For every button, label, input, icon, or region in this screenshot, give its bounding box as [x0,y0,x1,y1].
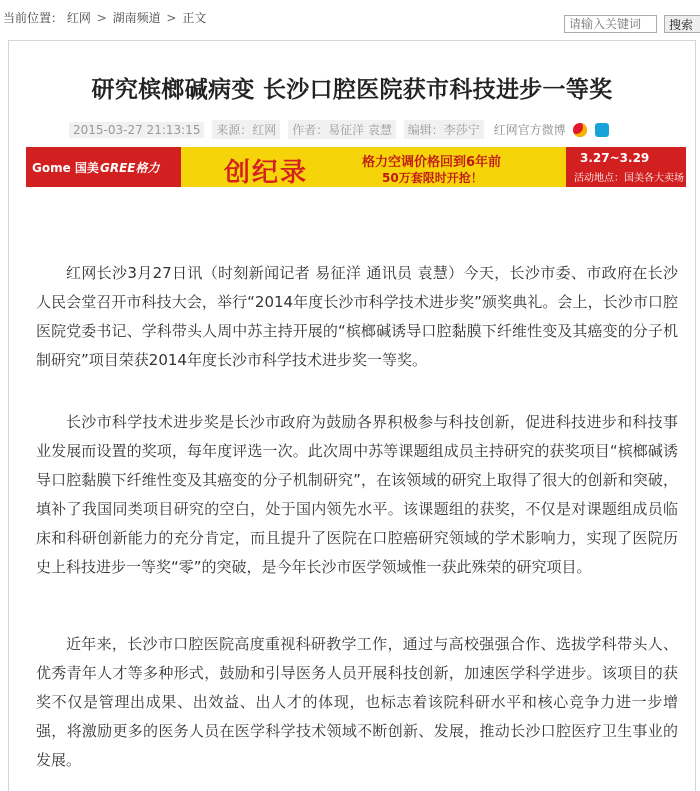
ad-banner[interactable] [26,147,686,187]
article-paragraph: 近年来，长沙市口腔医院高度重视科研教学工作，通过与高校强强合作、选拔学科带头人、优秀青年人才等多种形式，鼓励和引导医务人员开展科技创新，加速医学科学进步。该项目的获奖不仅是管理出成果、出效益、出人才的体现，也标志着该院科研水平和核心竞争力进一步增强，将激励更多的医务人员在医学科学技术领域不断创新、发展，推动长沙口腔医疗卫生事业的发展。 [36,635,678,769]
banner-date-range: 3.27~3.29 [580,151,650,165]
breadcrumb-separator: > [166,11,177,25]
tencent-weibo-icon[interactable] [595,123,609,137]
banner-brand-area [26,147,181,187]
gome-logo: Gome 国美 [32,161,99,175]
article-paragraph: 红网长沙3月27日讯（时刻新闻记者 易征洋 通讯员 袁慧）今天，长沙市委、市政府在长沙人民会堂召开市科技大会，举行“2014年度长沙市科学技术进步奖”颁奖典礼。会上，长沙市口腔医院党委书记、学科带头人周中苏主持开展的“槟榔碱诱导口腔黏膜下纤维性变及其癌变的分子机制研究”项目荣获2014年度长沙市科学技术进步奖一等奖。 [36,264,678,369]
top-bar [0,0,700,30]
banner-location: 活动地点：国美各大卖场 [574,173,684,184]
weibo-link[interactable]: 红网官方微博 [493,123,566,137]
banner-headline: 创纪录 [224,158,309,187]
weibo-icon[interactable] [573,123,587,137]
breadcrumb-item-hongwang[interactable]: 红网 [66,11,91,25]
breadcrumb-item-current: 正文 [182,11,207,25]
banner-date-area [566,147,686,187]
breadcrumb-label: 当前位置： [3,11,64,25]
article-source: 来源：红网 [212,120,280,139]
publish-datetime: 2015-03-27 21:13:15 [69,122,204,138]
banner-promo-line2: 50万套限时开抢！ [382,171,483,185]
search-button[interactable]: 搜索 [664,15,700,33]
banner-promo-line1: 格力空调价格回到6年前 [362,155,502,170]
search-input[interactable] [564,15,657,33]
article-container [8,40,696,791]
page-title: 研究槟榔碱病变 长沙口腔医院获市科技进步一等奖 [91,77,613,103]
breadcrumb-separator: > [96,11,107,25]
breadcrumb [3,9,206,26]
article-author: 作者：易征洋 袁慧 [288,120,396,139]
article-meta [69,120,609,139]
breadcrumb-item-hunan[interactable]: 湖南频道 [112,11,161,25]
article-editor: 编辑：李莎宁 [404,120,484,139]
article-paragraph: 长沙市科学技术进步奖是长沙市政府为鼓励各界积极参与科技创新，促进科技进步和科技事业发展而设置的奖项，每年度评选一次。此次周中苏等课题组成员主持研究的获奖项目“槟榔碱诱导口腔黏膜下纤维性变及其癌变的分子机制研究”，在该领域的研究上取得了很大的创新和突破，填补了我国同类项目研究的空白，处于国内领先水平。该课题组的获奖，不仅是对课题组成员临床和科研创新能力的充分肯定，而且提升了医院在口腔癌研究领域的学术影响力，实现了医院历史上科技进步一等奖“零”的突破，是今年长沙市医学领域惟一获此殊荣的研究项目。 [36,413,678,576]
gree-logo: GREE格力 [100,161,160,175]
